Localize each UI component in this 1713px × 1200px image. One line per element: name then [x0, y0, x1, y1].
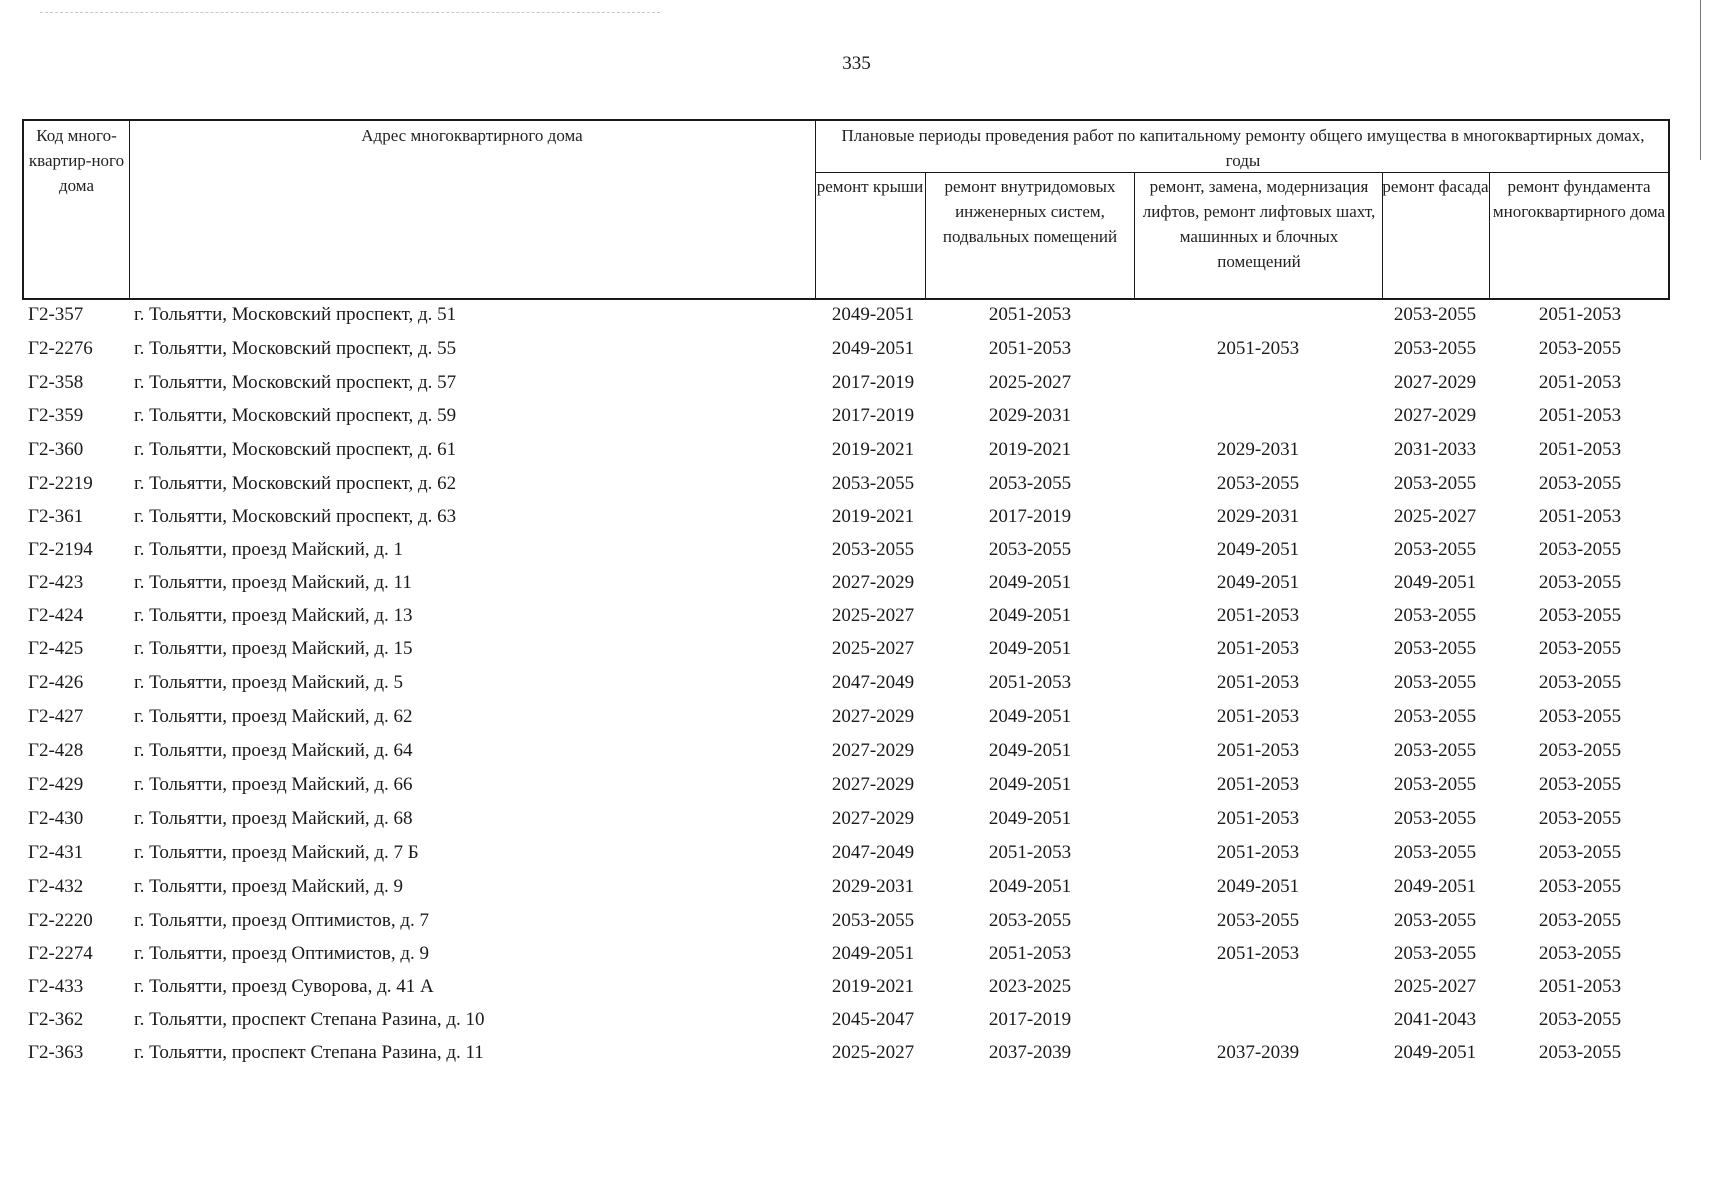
cell-facade: 2025-2027	[1393, 506, 1477, 527]
cell-lifts: 2049-2051	[1216, 876, 1300, 897]
cell-lifts: 2051-2053	[1216, 706, 1300, 727]
header-address: Адрес многоквартирного дома	[361, 126, 583, 145]
cell-facade: 2027-2029	[1393, 372, 1477, 393]
cell-address: г. Тольятти, проспект Степана Разина, д. 10	[134, 1009, 485, 1030]
cell-foundation: 2051-2053	[1538, 506, 1622, 527]
cell-facade: 2053-2055	[1393, 473, 1477, 494]
cell-engineering: 2025-2027	[988, 372, 1072, 393]
cell-roof: 2017-2019	[831, 405, 915, 426]
cell-roof: 2049-2051	[831, 304, 915, 325]
cell-roof: 2029-2031	[831, 876, 915, 897]
cell-address: г. Тольятти, Московский проспект, д. 62	[134, 473, 457, 494]
cell-address: г. Тольятти, проезд Суворова, д. 41 А	[134, 976, 434, 997]
cell-address: г. Тольятти, проезд Майский, д. 11	[134, 572, 412, 593]
cell-address: г. Тольятти, проезд Майский, д. 68	[134, 808, 413, 829]
table-row	[0, 703, 1713, 731]
table-row	[0, 973, 1713, 1001]
cell-lifts: 2051-2053	[1216, 638, 1300, 659]
cell-engineering: 2049-2051	[988, 605, 1072, 626]
cell-roof: 2045-2047	[831, 1009, 915, 1030]
table-row	[0, 873, 1713, 901]
cell-lifts: 2049-2051	[1216, 572, 1300, 593]
header-facade: ремонт фасада	[1382, 177, 1489, 196]
table-row	[0, 669, 1713, 697]
cell-lifts: 2053-2055	[1216, 910, 1300, 931]
cell-roof: 2027-2029	[831, 774, 915, 795]
cell-code: Г2-427	[28, 706, 84, 727]
cell-code: Г2-359	[28, 405, 84, 426]
cell-facade: 2053-2055	[1393, 539, 1477, 560]
cell-foundation: 2053-2055	[1538, 876, 1622, 897]
table-row	[0, 839, 1713, 867]
cell-address: г. Тольятти, проспект Степана Разина, д. 11	[134, 1042, 484, 1063]
cell-foundation: 2053-2055	[1538, 740, 1622, 761]
cell-foundation: 2053-2055	[1538, 943, 1622, 964]
cell-roof: 2049-2051	[831, 943, 915, 964]
cell-lifts: 2051-2053	[1216, 672, 1300, 693]
cell-facade: 2053-2055	[1393, 338, 1477, 359]
header-divider	[1134, 172, 1135, 298]
cell-foundation: 2053-2055	[1538, 539, 1622, 560]
cell-code: Г2-431	[28, 842, 84, 863]
cell-address: г. Тольятти, проезд Оптимистов, д. 9	[134, 943, 430, 964]
cell-facade: 2027-2029	[1393, 405, 1477, 426]
cell-code: Г2-433	[28, 976, 84, 997]
cell-foundation: 2053-2055	[1538, 638, 1622, 659]
cell-lifts: 2053-2055	[1216, 473, 1300, 494]
cell-facade: 2053-2055	[1393, 672, 1477, 693]
table-row	[0, 503, 1713, 531]
table-header	[22, 119, 1670, 300]
cell-lifts: 2051-2053	[1216, 943, 1300, 964]
cell-address: г. Тольятти, проезд Майский, д. 15	[134, 638, 413, 659]
cell-foundation: 2051-2053	[1538, 372, 1622, 393]
cell-code: Г2-357	[28, 304, 84, 325]
cell-roof: 2047-2049	[831, 842, 915, 863]
cell-facade: 2049-2051	[1393, 572, 1477, 593]
cell-code: Г2-425	[28, 638, 84, 659]
header-divider	[815, 121, 816, 298]
cell-foundation: 2051-2053	[1538, 976, 1622, 997]
cell-facade: 2053-2055	[1393, 842, 1477, 863]
table-row	[0, 1039, 1713, 1067]
scan-edge-line	[1700, 0, 1701, 160]
cell-facade: 2053-2055	[1393, 774, 1477, 795]
cell-engineering: 2053-2055	[988, 539, 1072, 560]
cell-foundation: 2053-2055	[1538, 808, 1622, 829]
header-roof: ремонт крыши	[816, 177, 924, 196]
cell-address: г. Тольятти, Московский проспект, д. 55	[134, 338, 457, 359]
cell-lifts: 2051-2053	[1216, 842, 1300, 863]
cell-engineering: 2049-2051	[988, 740, 1072, 761]
table-row	[0, 470, 1713, 498]
table-row	[0, 1006, 1713, 1034]
cell-code: Г2-2220	[28, 910, 93, 931]
cell-facade: 2053-2055	[1393, 638, 1477, 659]
cell-lifts: 2051-2053	[1216, 808, 1300, 829]
cell-address: г. Тольятти, проезд Оптимистов, д. 7	[134, 910, 430, 931]
cell-code: Г2-360	[28, 439, 84, 460]
cell-lifts: 2051-2053	[1216, 605, 1300, 626]
table-row	[0, 805, 1713, 833]
header-periods-group: Плановые периоды проведения работ по капитальному ремонту общего имущества в многоквартирных домах, годы	[841, 126, 1645, 170]
cell-foundation: 2053-2055	[1538, 910, 1622, 931]
table-row	[0, 771, 1713, 799]
table-row	[0, 536, 1713, 564]
cell-lifts: 2051-2053	[1216, 338, 1300, 359]
cell-roof: 2027-2029	[831, 740, 915, 761]
cell-roof: 2047-2049	[831, 672, 915, 693]
cell-foundation: 2053-2055	[1538, 706, 1622, 727]
cell-roof: 2025-2027	[831, 638, 915, 659]
table-row	[0, 602, 1713, 630]
cell-engineering: 2053-2055	[988, 473, 1072, 494]
cell-foundation: 2053-2055	[1538, 605, 1622, 626]
table-row	[0, 369, 1713, 397]
cell-foundation: 2053-2055	[1538, 473, 1622, 494]
cell-address: г. Тольятти, проезд Майский, д. 64	[134, 740, 413, 761]
page-number: 335	[842, 53, 871, 74]
cell-facade: 2053-2055	[1393, 304, 1477, 325]
cell-code: Г2-2219	[28, 473, 93, 494]
cell-roof: 2017-2019	[831, 372, 915, 393]
cell-foundation: 2053-2055	[1538, 842, 1622, 863]
cell-facade: 2053-2055	[1393, 943, 1477, 964]
header-divider	[925, 172, 926, 298]
cell-facade: 2053-2055	[1393, 910, 1477, 931]
cell-code: Г2-2276	[28, 338, 93, 359]
cell-roof: 2019-2021	[831, 439, 915, 460]
cell-engineering: 2051-2053	[988, 943, 1072, 964]
cell-engineering: 2049-2051	[988, 638, 1072, 659]
cell-address: г. Тольятти, Московский проспект, д. 51	[134, 304, 457, 325]
cell-roof: 2027-2029	[831, 572, 915, 593]
table-row	[0, 402, 1713, 430]
cell-roof: 2027-2029	[831, 808, 915, 829]
cell-foundation: 2053-2055	[1538, 672, 1622, 693]
cell-foundation: 2051-2053	[1538, 405, 1622, 426]
cell-foundation: 2053-2055	[1538, 572, 1622, 593]
cell-engineering: 2051-2053	[988, 672, 1072, 693]
header-code: Код много-квартир-ного дома	[28, 126, 125, 195]
table-row	[0, 635, 1713, 663]
cell-engineering: 2049-2051	[988, 808, 1072, 829]
cell-lifts: 2029-2031	[1216, 506, 1300, 527]
cell-foundation: 2053-2055	[1538, 338, 1622, 359]
cell-lifts: 2051-2053	[1216, 740, 1300, 761]
cell-engineering: 2053-2055	[988, 910, 1072, 931]
cell-foundation: 2053-2055	[1538, 1042, 1622, 1063]
cell-foundation: 2053-2055	[1538, 1009, 1622, 1030]
cell-lifts: 2037-2039	[1216, 1042, 1300, 1063]
cell-facade: 2053-2055	[1393, 706, 1477, 727]
cell-code: Г2-428	[28, 740, 84, 761]
cell-roof: 2049-2051	[831, 338, 915, 359]
cell-facade: 2049-2051	[1393, 1042, 1477, 1063]
cell-address: г. Тольятти, проезд Майский, д. 62	[134, 706, 413, 727]
cell-engineering: 2017-2019	[988, 506, 1072, 527]
cell-engineering: 2049-2051	[988, 774, 1072, 795]
cell-facade: 2025-2027	[1393, 976, 1477, 997]
cell-engineering: 2049-2051	[988, 572, 1072, 593]
cell-address: г. Тольятти, проезд Майский, д. 66	[134, 774, 413, 795]
cell-facade: 2041-2043	[1393, 1009, 1477, 1030]
cell-foundation: 2051-2053	[1538, 304, 1622, 325]
table-row	[0, 737, 1713, 765]
cell-engineering: 2037-2039	[988, 1042, 1072, 1063]
cell-lifts: 2051-2053	[1216, 774, 1300, 795]
cell-address: г. Тольятти, Московский проспект, д. 63	[134, 506, 457, 527]
cell-address: г. Тольятти, проезд Майский, д. 9	[134, 876, 404, 897]
cell-code: Г2-358	[28, 372, 84, 393]
cell-address: г. Тольятти, Московский проспект, д. 57	[134, 372, 457, 393]
cell-roof: 2019-2021	[831, 976, 915, 997]
header-foundation: ремонт фундамента многоквартирного дома	[1492, 177, 1666, 221]
cell-code: Г2-426	[28, 672, 84, 693]
header-engineering: ремонт внутридомовых инженерных систем, подвальных помещений	[942, 177, 1118, 246]
cell-engineering: 2019-2021	[988, 439, 1072, 460]
cell-roof: 2025-2027	[831, 605, 915, 626]
table-row	[0, 907, 1713, 935]
cell-code: Г2-362	[28, 1009, 84, 1030]
cell-code: Г2-2274	[28, 943, 93, 964]
cell-roof: 2053-2055	[831, 910, 915, 931]
cell-engineering: 2049-2051	[988, 876, 1072, 897]
cell-code: Г2-423	[28, 572, 84, 593]
cell-code: Г2-432	[28, 876, 84, 897]
cell-foundation: 2053-2055	[1538, 774, 1622, 795]
table-row	[0, 569, 1713, 597]
cell-address: г. Тольятти, проезд Майский, д. 1	[134, 539, 404, 560]
cell-address: г. Тольятти, проезд Майский, д. 5	[134, 672, 404, 693]
cell-code: Г2-363	[28, 1042, 84, 1063]
cell-engineering: 2051-2053	[988, 338, 1072, 359]
cell-roof: 2027-2029	[831, 706, 915, 727]
cell-facade: 2053-2055	[1393, 740, 1477, 761]
cell-code: Г2-430	[28, 808, 84, 829]
table-row	[0, 940, 1713, 968]
cell-facade: 2053-2055	[1393, 808, 1477, 829]
cell-roof: 2053-2055	[831, 539, 915, 560]
cell-facade: 2031-2033	[1393, 439, 1477, 460]
table-row	[0, 436, 1713, 464]
cell-code: Г2-424	[28, 605, 84, 626]
cell-engineering: 2023-2025	[988, 976, 1072, 997]
cell-facade: 2049-2051	[1393, 876, 1477, 897]
cell-lifts: 2029-2031	[1216, 439, 1300, 460]
cell-code: Г2-361	[28, 506, 84, 527]
table-row	[0, 335, 1713, 363]
cell-address: г. Тольятти, проезд Майский, д. 13	[134, 605, 413, 626]
header-lifts: ремонт, замена, модернизация лифтов, ремонт лифтовых шахт, машинных и блочных помещений	[1142, 177, 1376, 271]
cell-code: Г2-2194	[28, 539, 93, 560]
cell-engineering: 2051-2053	[988, 304, 1072, 325]
cell-engineering: 2017-2019	[988, 1009, 1072, 1030]
cell-code: Г2-429	[28, 774, 84, 795]
cell-address: г. Тольятти, Московский проспект, д. 59	[134, 405, 457, 426]
cell-facade: 2053-2055	[1393, 605, 1477, 626]
cell-foundation: 2051-2053	[1538, 439, 1622, 460]
cell-roof: 2053-2055	[831, 473, 915, 494]
cell-roof: 2025-2027	[831, 1042, 915, 1063]
scan-artifact-line	[40, 12, 660, 13]
cell-engineering: 2051-2053	[988, 842, 1072, 863]
cell-address: г. Тольятти, проезд Майский, д. 7 Б	[134, 842, 419, 863]
cell-address: г. Тольятти, Московский проспект, д. 61	[134, 439, 457, 460]
cell-engineering: 2029-2031	[988, 405, 1072, 426]
cell-roof: 2019-2021	[831, 506, 915, 527]
cell-lifts: 2049-2051	[1216, 539, 1300, 560]
table-row	[0, 301, 1713, 329]
cell-engineering: 2049-2051	[988, 706, 1072, 727]
